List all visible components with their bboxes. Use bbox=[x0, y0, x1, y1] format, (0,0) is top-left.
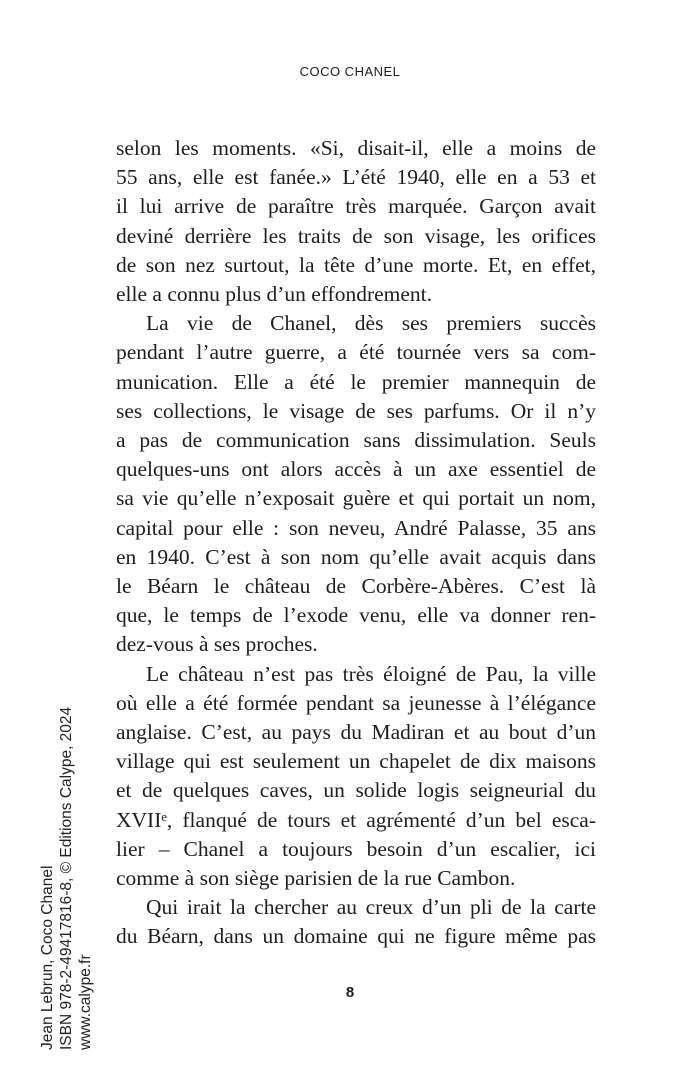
text-line: en 1940. C’est à son nom qu’elle avait acquis dans bbox=[116, 544, 596, 569]
page-number: 8 bbox=[345, 984, 355, 1001]
text-line: de son nez surtout, la tête d’une morte. Et, en effet, bbox=[116, 252, 596, 277]
credit-author-title: Jean Lebrun, Coco Chanel bbox=[39, 865, 56, 1050]
text-line: village qui est seulement un chapelet de dix maisons bbox=[116, 749, 596, 774]
text-line: anglaise. C’est, au pays du Madiran et au bout d’un bbox=[116, 720, 596, 745]
text-line: quelques-uns ont alors accès à un axe essentiel de bbox=[116, 457, 596, 482]
text-line: deviné derrière les traits de son visage, les orifices bbox=[116, 223, 596, 248]
text-line: sa vie qu’elle n’exposait guère et qui portait un nom, bbox=[116, 486, 596, 511]
text-line: où elle a été formée pendant sa jeunesse à l’élégance bbox=[116, 690, 596, 715]
paragraph-1 bbox=[116, 134, 596, 309]
text-line: comme à son siège parisien de la rue Cambon. bbox=[116, 866, 516, 891]
credit-isbn-copyright: ISBN 978-2-49417816-8, © Editions Calype, 2024 bbox=[58, 706, 75, 1050]
text-line: Qui irait la chercher au creux d’un pli de la carte bbox=[146, 895, 596, 920]
paragraph-2 bbox=[116, 309, 596, 659]
paragraph-4 bbox=[116, 893, 596, 951]
text-line: il lui arrive de paraître très marquée. Garçon avait bbox=[116, 194, 596, 219]
text-line: XVIIᵉ, flanqué de tours et agrémenté d’un bel esca- bbox=[116, 807, 596, 832]
text-line: le Béarn le château de Corbère-Abères. C’est là bbox=[116, 574, 596, 599]
text-line: lier – Chanel a toujours besoin d’un escalier, ici bbox=[116, 836, 596, 861]
text-line: La vie de Chanel, dès ses premiers succès bbox=[146, 311, 596, 336]
text-line: selon les moments. «Si, disait-il, elle a moins de bbox=[116, 136, 596, 160]
text-line: et de quelques caves, un solide logis seigneurial du bbox=[116, 778, 596, 803]
text-line: elle a connu plus d’un effondrement. bbox=[116, 282, 433, 307]
text-line: ses collections, le visage de ses parfums. Or il n’y bbox=[116, 398, 596, 423]
text-line: a pas de communication sans dissimulation. Seuls bbox=[116, 428, 596, 453]
side-credit bbox=[38, 707, 95, 1050]
paragraph-3 bbox=[116, 660, 596, 894]
text-line: du Béarn, dans un domaine qui ne figure même pas bbox=[116, 924, 596, 949]
running-head-title: COCO CHANEL bbox=[299, 64, 401, 79]
body-text bbox=[116, 134, 596, 952]
text-line: dez-vous à ses proches. bbox=[116, 632, 318, 657]
text-line: que, le temps de l’exode venu, elle va donner ren- bbox=[116, 603, 596, 628]
text-line: 55 ans, elle est fanée.» L’été 1940, elle en a 53 et bbox=[116, 165, 596, 190]
text-line: munication. Elle a été le premier mannequin de bbox=[116, 369, 596, 394]
credit-website-link[interactable]: www.calype.fr bbox=[77, 954, 94, 1050]
text-line: Le château n’est pas très éloigné de Pau, la ville bbox=[146, 661, 596, 686]
text-line: capital pour elle : son neveu, André Palasse, 35 ans bbox=[116, 515, 596, 540]
text-line: pendant l’autre guerre, a été tournée vers sa com- bbox=[116, 340, 596, 365]
